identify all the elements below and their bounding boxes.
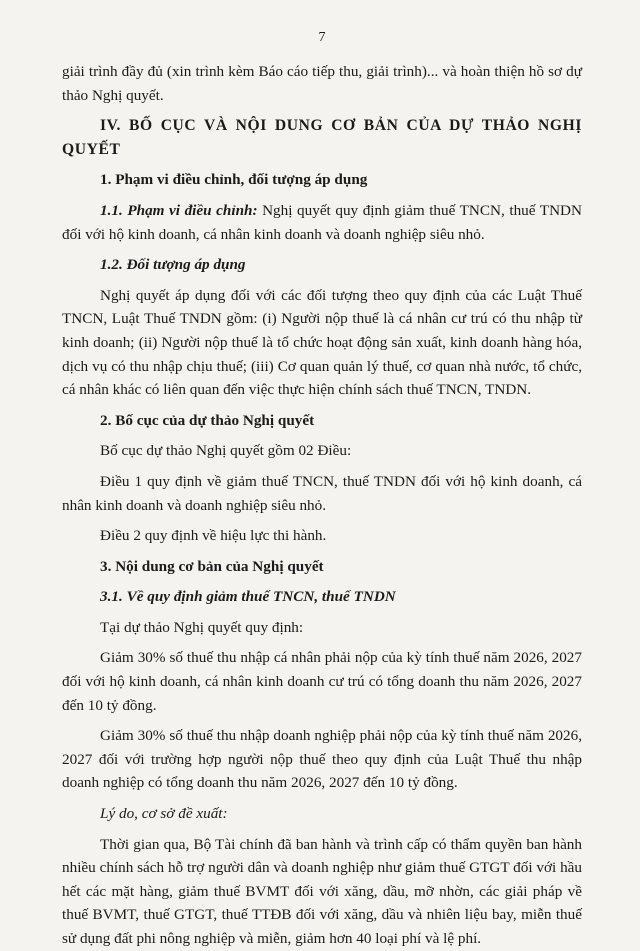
paragraph-cit-reduction: Giảm 30% số thuế thu nhập doanh nghiệp phải nộp của kỳ tính thuế năm 2026, 2027 đối với trường hợp người nộp thuế theo quy định của Luật Thuế thu nhập doanh nghiệp có tổng doanh thu năm 2026, 2027 đến 10 tỷ đồng. bbox=[62, 727, 582, 792]
paragraph-applicable-subjects: Nghị quyết áp dụng đối với các đối tượng theo quy định của các Luật Thuế TNCN, Luật Thuế TNDN gồm: (i) Người nộp thuế là cá nhân cư trú có thu nhập từ kinh doanh; (ii) Người nộp thuế là tổ chức hoạt động sản xuất, kinh doanh hàng hóa, dịch vụ có thu nhập chịu thuế; (iii) Cơ quan quản lý thuế, cơ quan nhà nước, tổ chức, cá nhân khác có liên quan đến việc thực hiện chính sách thuế TNCN, TNDN. bbox=[62, 286, 582, 399]
heading-tax-reduction: 3.1. Về quy định giảm thuế TNCN, thuế TNDN bbox=[100, 588, 396, 606]
heading-scope-subjects: 1. Phạm vi điều chỉnh, đối tượng áp dụng bbox=[100, 171, 368, 189]
paragraph-scope bbox=[62, 199, 582, 246]
page-number: 7 bbox=[318, 30, 326, 45]
heading-applicable-subjects: 1.2. Đối tượng áp dụng bbox=[100, 256, 246, 274]
scope-text: Nghị quyết quy định giảm thuế TNCN, thuế TNDN đối với hộ kinh doanh, cá nhân kinh doanh và doanh nghiệp siêu nhỏ. bbox=[62, 201, 582, 243]
paragraph-draft-provision: Tại dự thảo Nghị quyết quy định: bbox=[100, 618, 304, 636]
heading-basic-content: 3. Nội dung cơ bản của Nghị quyết bbox=[100, 557, 324, 575]
section-heading-iv: IV. BỐ CỤC VÀ NỘI DUNG CƠ BẢN CỦA DỰ THẢO NGHỊ QUYẾT bbox=[62, 117, 582, 158]
paragraph-pit-reduction: Giảm 30% số thuế thu nhập cá nhân phải nộp của kỳ tính thuế năm 2026, 2027 đối với hộ kinh doanh, cá nhân kinh doanh cư trú có tổng doanh thu năm 2026, 2027 đến 10 tỷ đồng. bbox=[62, 649, 582, 714]
label-reasons: Lý do, cơ sở đề xuất: bbox=[100, 805, 228, 823]
paragraph-article-2: Điều 2 quy định về hiệu lực thi hành. bbox=[100, 527, 327, 545]
heading-structure: 2. Bố cục của dự thảo Nghị quyết bbox=[100, 411, 315, 429]
scope-label: 1.1. Phạm vi điều chỉnh: bbox=[100, 201, 258, 219]
paragraph-article-1: Điều 1 quy định về giảm thuế TNCN, thuế TNDN đối với hộ kinh doanh, cá nhân kinh doanh và doanh nghiệp siêu nhỏ. bbox=[62, 472, 582, 514]
paragraph-structure-intro: Bố cục dự thảo Nghị quyết gồm 02 Điều: bbox=[100, 442, 352, 460]
paragraph-intro: giải trình đầy đủ (xin trình kèm Báo cáo tiếp thu, giải trình)... và hoàn thiện hồ sơ dự thảo Nghị quyết. bbox=[62, 63, 582, 104]
paragraph-reasons: Thời gian qua, Bộ Tài chính đã ban hành và trình cấp có thẩm quyền ban hành nhiều chính sách hỗ trợ người dân và doanh nghiệp như giảm thuế GTGT đối với hầu hết các mặt hàng, giảm thuế BVMT đối với xăng, dầu, mỡ nhờn, các giải pháp về thuế BVMT, thuế GTGT, thuế TTĐB đối với xăng, dầu và nhiên liệu bay, miễn thuế sử dụng đất phi nông nghiệp và miễn, giảm hơn 40 loại phí và lệ phí. bbox=[62, 835, 582, 947]
